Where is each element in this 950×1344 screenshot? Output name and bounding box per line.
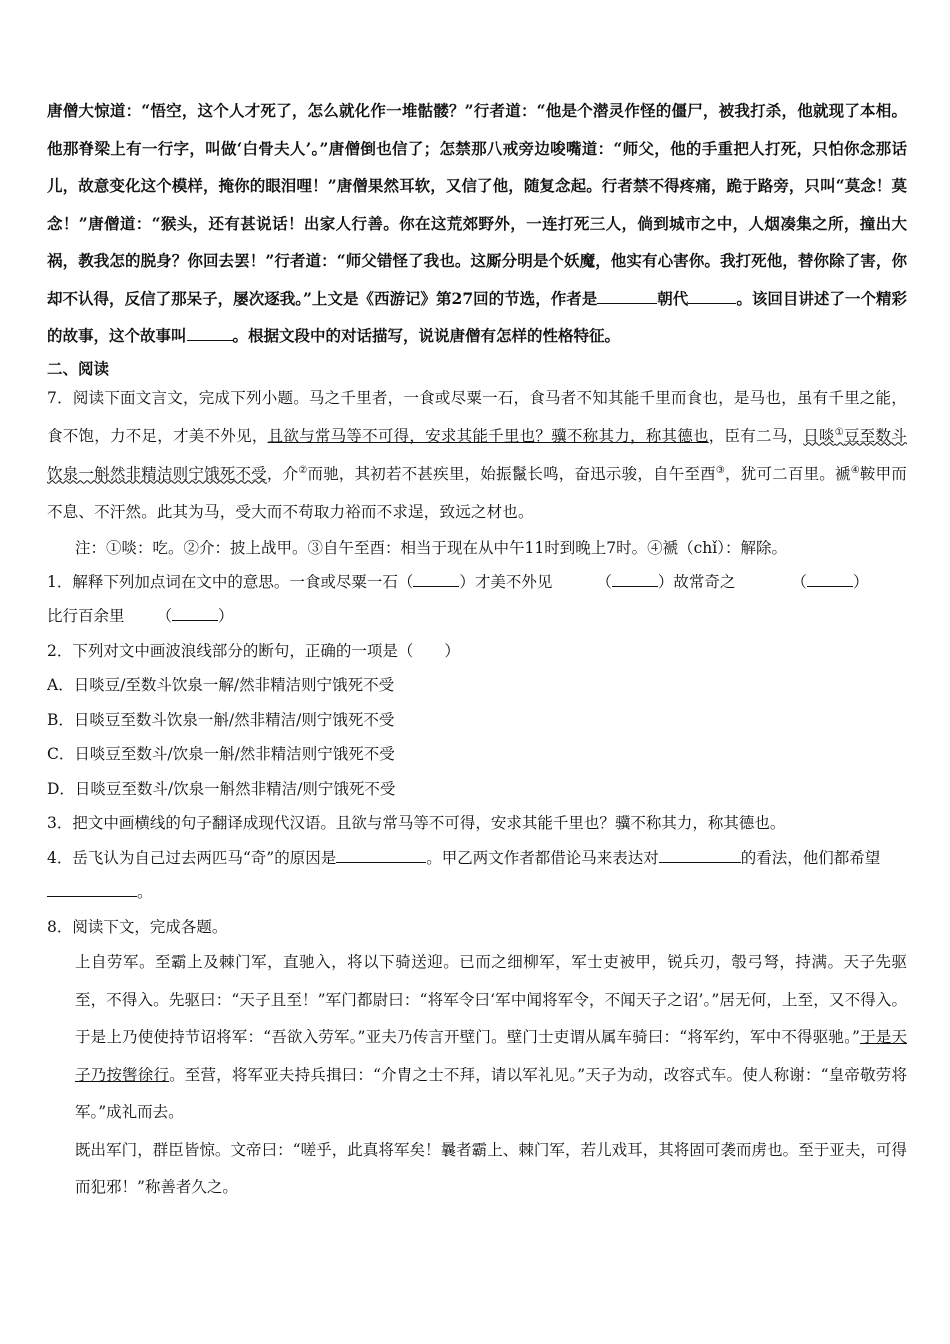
passage-text: ，臣有二马， <box>708 426 804 445</box>
question-text: ） <box>852 572 869 591</box>
question-7-passage <box>47 379 907 531</box>
footnotes: 注：①啖：吃。②介：披上战甲。③自午至酉：相当于现在从中午11时到晚上7时。④褫（chǐ）：解除。 <box>75 538 787 557</box>
question-text: ） <box>218 607 234 625</box>
answer-blank[interactable] <box>612 570 658 587</box>
underlined-sentence: 且欲与常马等不可得，安求其能千里也？骥不称其力，称其德也 <box>267 426 709 445</box>
passage-text: 朝代 <box>657 288 689 308</box>
question-text: 。甲乙两文作者都借论马来表达对 <box>426 848 659 867</box>
question-text: 4．岳飞认为自己过去两匹马“奇”的原因是 <box>47 848 337 867</box>
passage-text: 上自劳军。至霸上及棘门军，直驰入，将以下骑送迎。已而之细柳军，军士吏被甲，锐兵刃，彀弓弩，持满。天子先驱至，不得入。先驱曰：“天子且至！”军门都尉曰：“将军令曰‘军中闻将军令，不闻天子之诏’。”居无何，上至，又不得入。于是上乃使使持节诏将军：“吾欲入劳军。”亚夫乃传言开壁门。壁门士吏谓从属车骑曰：“将军约，军中不得驱驰。” <box>75 953 907 1046</box>
option-d[interactable]: D．日啖豆至数斗/饮泉一斛然非精洁/则宁饿死不受 <box>47 779 396 798</box>
passage-xiyouji <box>47 92 907 355</box>
question-text: ）才美不外见 <box>459 572 553 591</box>
question-7-1 <box>47 565 907 600</box>
question-7-4 <box>47 841 907 910</box>
answer-blank-dynasty[interactable] <box>688 287 736 304</box>
option-a[interactable]: A．日啖豆/至数斗饮泉一解/然非精洁则宁饿死不受 <box>47 676 395 694</box>
question-7-2: 2．下列对文中画波浪线部分的断句，正确的一项是（ ） <box>47 641 460 660</box>
wavy-text: 日啖 <box>803 426 835 445</box>
question-8-passage-2: 既出军门，群臣皆惊。文帝曰：“嗟乎，此真将军矣！曩者霸上、棘门军，若儿戏耳，其将固可袭而虏也。至于亚夫，可得而犯邪！”称善者久之。 <box>75 1140 907 1196</box>
question-7-1-cont <box>47 599 907 634</box>
footnote-mark: ③ <box>715 464 726 476</box>
answer-blank[interactable] <box>172 604 218 621</box>
answer-blank[interactable] <box>336 846 426 863</box>
question-text: 的看法，他们都希望 <box>740 848 881 867</box>
passage-text: ，介 <box>266 464 299 483</box>
question-7-3: 3．把文中画横线的句子翻译成现代汉语。且欲与常马等不可得，安求其能千里也？骥不称其力，称其德也。 <box>47 814 786 832</box>
passage-text: 。至营，将军亚夫持兵揖曰：“介胄之士不拜，请以军礼见。”天子为动，改容式车。使人称谢：“皇帝敬劳将军。”成礼而去。 <box>75 1065 907 1121</box>
passage-text: 鞍甲而不息、不汗然。此其为马，受大而不苟取力裕而不求逞，致远之材也。 <box>47 464 907 521</box>
passage-text: ，犹可二百里。褫 <box>725 464 851 483</box>
question-text: （ <box>791 572 807 591</box>
question-text: 1．解释下列加点词在文中的意思。一食或尽粟一石（ <box>47 572 414 591</box>
answer-blank-author[interactable] <box>597 287 657 304</box>
option-c[interactable]: C．日啖豆至数斗/饮泉一斛/然非精洁则宁饿死不受 <box>47 745 395 763</box>
passage-text: 。根据文段中的对话描写，说说唐僧有怎样的性格特征。 <box>232 326 621 345</box>
footnote-mark: ② <box>298 464 308 476</box>
question-text: 。 <box>137 883 153 901</box>
footnote-mark: ④ <box>850 464 860 476</box>
answer-blank[interactable] <box>413 570 459 587</box>
answer-blank-story[interactable] <box>187 324 233 341</box>
question-text: ）故常奇之 <box>657 572 736 591</box>
answer-blank[interactable] <box>47 880 137 897</box>
answer-blank[interactable] <box>659 846 741 863</box>
passage-text: 。该回目讲述了一个精彩的故事，这个故事叫 <box>47 288 907 345</box>
section-heading: 二、阅读 <box>47 358 110 378</box>
question-text: （ <box>156 607 173 625</box>
answer-blank[interactable] <box>807 570 853 587</box>
question-text: 比行百余里 <box>47 607 125 625</box>
passage-text: 7．阅读下面文言文，完成下列小题。马之千里者，一食或尽粟一石，食马者不知其能千里而食也，是马也，虽有千里之能，食不饱，力不足，才美不外见， <box>47 388 907 445</box>
footnote-mark: ① <box>834 426 845 438</box>
underlined-sentence: 于是天子乃按辔徐行 <box>75 1028 907 1084</box>
question-text: （ <box>596 572 612 591</box>
passage-text: 而驰，其初若不甚疾里，始振鬣长鸣，奋迅示骏，自午至酉 <box>307 464 716 483</box>
question-8-passage-1 <box>47 944 907 1132</box>
option-b[interactable]: B．日啖豆至数斗饮泉一斛/然非精洁/则宁饿死不受 <box>47 710 395 729</box>
document-page <box>47 92 907 1207</box>
question-8-title: 8．阅读下文，完成各题。 <box>47 917 228 936</box>
wavy-text: 豆至数斗饮泉一斛然非精洁则宁饿死不受 <box>47 426 907 483</box>
passage-text: 唐僧大惊道：“悟空，这个人才死了，怎么就化作一堆骷髅？”行者道：“他是个潜灵作怪的僵尸，被我打杀，他就现了本相。他那脊梁上有一行字，叫做‘白骨夫人’。”唐僧倒也信了；怎禁那八戒旁边唆嘴道：“师父，他的手重把人打死，只怕你念那话儿，故意变化这个模样，掩你的眼泪哩！”唐僧果然耳软，又信了他，随复念起。行者禁不得疼痛，跪于路旁，只叫“莫念！莫念！”唐僧道：“猴头，还有甚说话！出家人行善。你在这荒郊野外，一连打死三人，倘到城市之中，人烟凑集之所，撞出大祸，教我怎的脱身？你回去罢！”行者道：“师父错怪了我也。这厮分明是个妖魔，他实有心害你。我打死他，替你除了害，你却不认得，反信了那呆子，屡次逐我。”上文是《西游记》第27回的节选，作者是 <box>47 101 907 308</box>
